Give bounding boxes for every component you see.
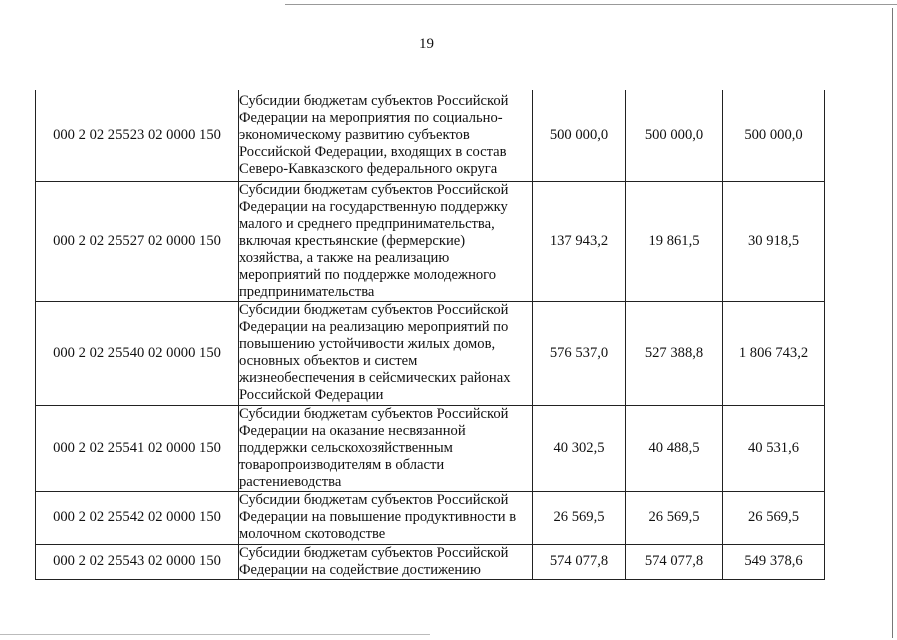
- value-year-1: 26 569,5: [533, 491, 626, 544]
- scan-bottom-edge: [0, 634, 430, 635]
- row-description: Субсидии бюджетам субъектов Российской Федерации на оказание несвязанной поддержки сельскохозяйственным товаропроизводителям в области растениеводства: [239, 405, 533, 491]
- budget-code: 000 2 02 25541 02 0000 150: [36, 405, 239, 491]
- budget-code: 000 2 02 25523 02 0000 150: [36, 90, 239, 181]
- budget-code: 000 2 02 25543 02 0000 150: [36, 544, 239, 579]
- row-description: Субсидии бюджетам субъектов Российской Федерации на реализацию мероприятий по повышению устойчивости жилых домов, основных объектов и систем жизнеобеспечения в сейсмических районах Российской Федерации: [239, 301, 533, 405]
- budget-code: 000 2 02 25540 02 0000 150: [36, 301, 239, 405]
- value-year-3: 549 378,6: [723, 544, 825, 579]
- table-row: [36, 405, 825, 491]
- value-year-1: 40 302,5: [533, 405, 626, 491]
- value-year-2: 19 861,5: [626, 181, 723, 301]
- scan-right-edge: [892, 8, 893, 638]
- value-year-1: 500 000,0: [533, 90, 626, 181]
- row-description: Субсидии бюджетам субъектов Российской Федерации на государственную поддержку малого и среднего предпринимательства, включая крестьянские (фермерские) хозяйства, а также на реализацию мероприятий по поддержке молодежного предпринимательства: [239, 181, 533, 301]
- value-year-3: 500 000,0: [723, 90, 825, 181]
- row-description: Субсидии бюджетам субъектов Российской Федерации на мероприятия по социально-экономическому развитию субъектов Российской Федерации, входящих в состав Северо-Кавказского федерального округа: [239, 90, 533, 181]
- value-year-2: 40 488,5: [626, 405, 723, 491]
- value-year-1: 574 077,8: [533, 544, 626, 579]
- value-year-1: 137 943,2: [533, 181, 626, 301]
- value-year-3: 26 569,5: [723, 491, 825, 544]
- value-year-3: 1 806 743,2: [723, 301, 825, 405]
- row-description: Субсидии бюджетам субъектов Российской Федерации на содействие достижению: [239, 544, 533, 579]
- value-year-2: 500 000,0: [626, 90, 723, 181]
- budget-code: 000 2 02 25527 02 0000 150: [36, 181, 239, 301]
- value-year-2: 527 388,8: [626, 301, 723, 405]
- table-row: [36, 491, 825, 544]
- table-row: [36, 90, 825, 181]
- value-year-1: 576 537,0: [533, 301, 626, 405]
- page-number: 19: [419, 36, 434, 52]
- table-row: [36, 301, 825, 405]
- table-row: [36, 181, 825, 301]
- value-year-3: 40 531,6: [723, 405, 825, 491]
- value-year-2: 574 077,8: [626, 544, 723, 579]
- budget-code: 000 2 02 25542 02 0000 150: [36, 491, 239, 544]
- scan-top-edge: [285, 4, 897, 5]
- value-year-2: 26 569,5: [626, 491, 723, 544]
- budget-table: [35, 90, 825, 580]
- value-year-3: 30 918,5: [723, 181, 825, 301]
- table-row: [36, 544, 825, 579]
- row-description: Субсидии бюджетам субъектов Российской Федерации на повышение продуктивности в молочном скотоводстве: [239, 491, 533, 544]
